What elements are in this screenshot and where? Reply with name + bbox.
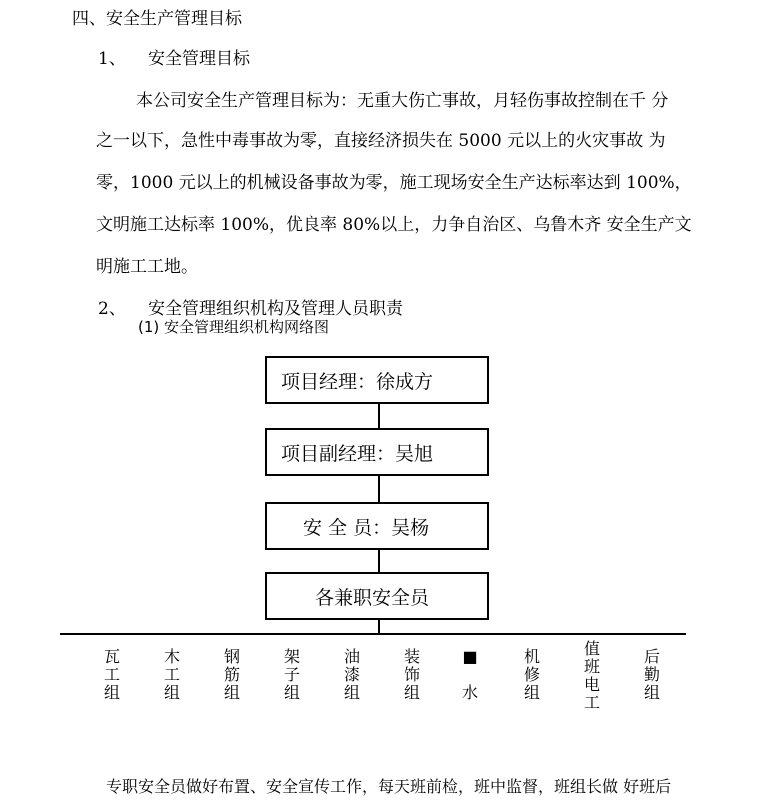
team-label: 钢 筋 组: [223, 647, 240, 702]
team-label: 架 子 组: [283, 647, 300, 702]
org-box-label: 项目副经理：吴旭: [281, 442, 434, 465]
item1-heading: [0, 44, 779, 68]
org-box-safety-officer: [265, 502, 489, 550]
connector-line: [378, 476, 380, 502]
org-box-deputy-manager: [265, 428, 489, 476]
org-box-label: 各兼职安全员: [315, 586, 430, 609]
team-label: 机 修 组: [523, 647, 540, 702]
org-box-part-time-safety: [265, 572, 489, 620]
org-box-label: 安 全 员：吴杨: [303, 516, 430, 539]
team-label: 木 工 组: [163, 647, 180, 702]
connector-line: [378, 620, 380, 634]
footer-text: 专职安全员做好布置、安全宣传工作，每天班前检，班中监督，班组长做 好班后: [106, 777, 672, 796]
org-chart-subheading: (1) 安全管理组织机构网络图: [138, 318, 330, 336]
paragraph-line-4: 文明施工达标率 100%，优良率 80%以上，力争自治区、乌鲁木齐 安全生产文: [96, 215, 692, 235]
item1-title: 安全管理目标: [148, 49, 250, 69]
team-label: 油 漆 组: [343, 647, 360, 702]
team-label: 瓦 工 组: [103, 647, 120, 702]
team-divider-line: [60, 633, 686, 635]
item2-title: 安全管理组织机构及管理人员职责: [148, 299, 403, 319]
paragraph-line-5: 明施工工地。: [96, 257, 198, 277]
team-label: 值 班 电 工: [583, 639, 600, 712]
org-box-project-manager: [265, 356, 489, 404]
connector-line: [378, 550, 380, 572]
team-label: ■ 水: [461, 647, 478, 702]
org-box-label: 项目经理：徐成方: [281, 370, 434, 393]
section-title: 四、安全生产管理目标: [72, 9, 242, 29]
paragraph-line-3: 零，1000 元以上的机械设备事故为零，施工现场安全生产达标率达到 100%，: [96, 173, 692, 193]
paragraph-line-2: 之一以下，急性中毒事故为零，直接经济损失在 5000 元以上的火灾事故 为: [96, 131, 666, 151]
item2-heading: [0, 294, 779, 318]
team-label: 装 饰 组: [403, 647, 420, 702]
connector-line: [378, 404, 380, 428]
item2-number: 2、: [98, 299, 126, 319]
item1-number: 1、: [98, 49, 126, 69]
paragraph-line-1: 本公司安全生产管理目标为：无重大伤亡事故，月轻伤事故控制在千 分: [136, 91, 669, 111]
team-label: 后 勤 组: [643, 647, 660, 702]
